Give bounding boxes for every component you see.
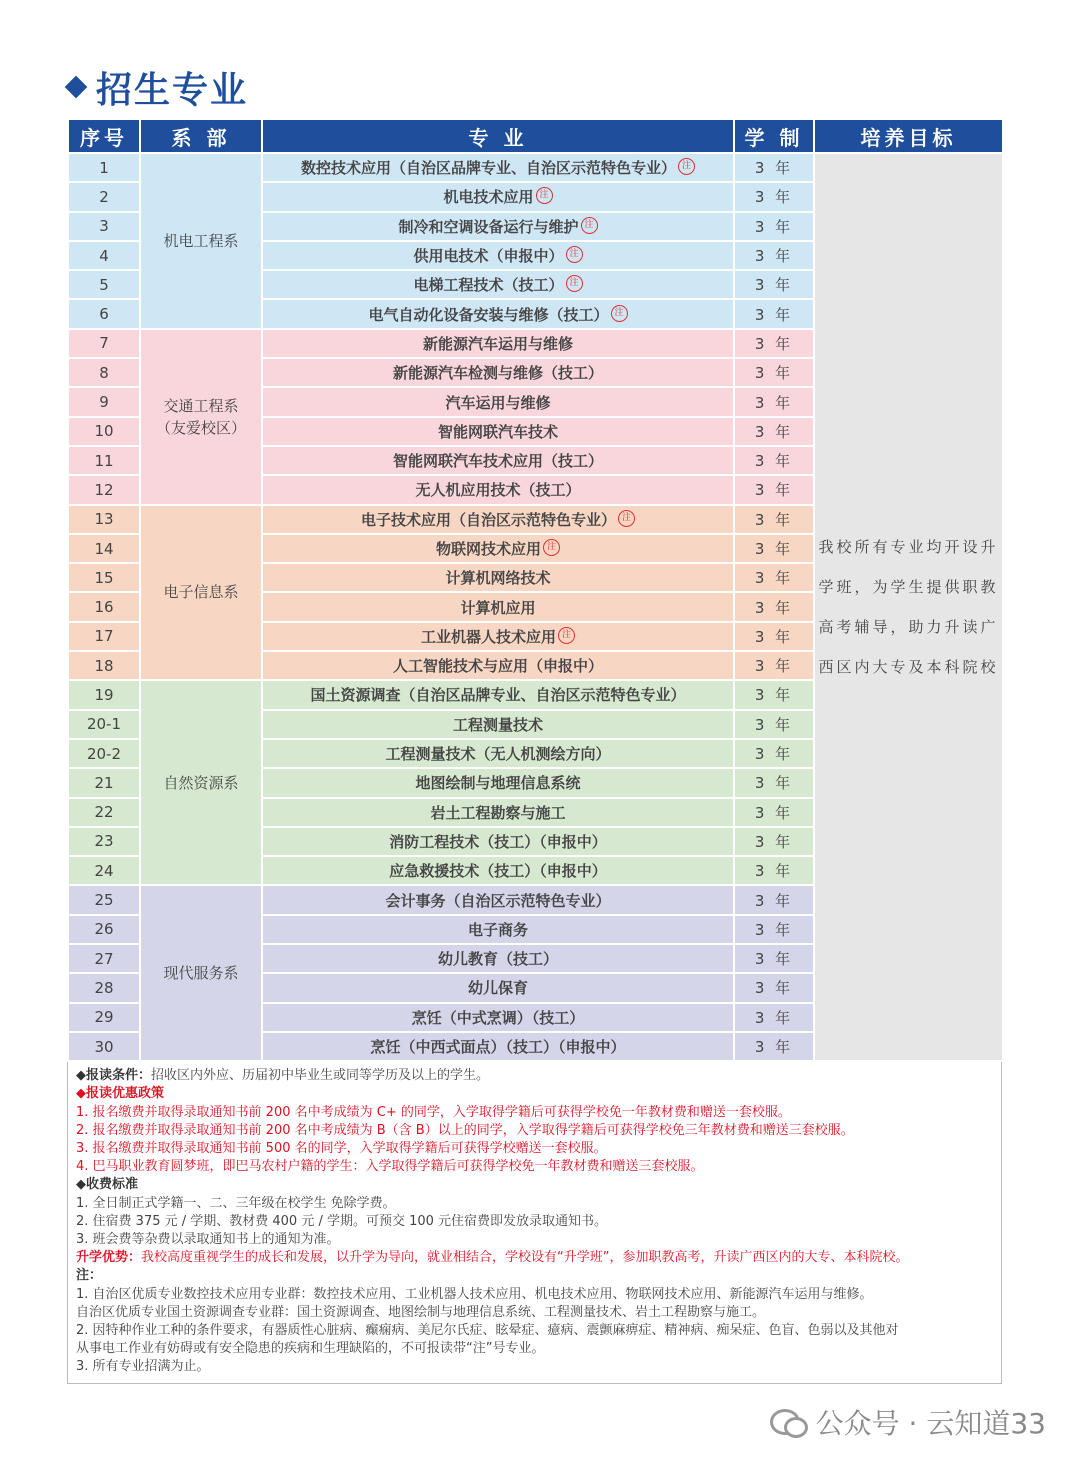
table-header-row: [68, 119, 1003, 153]
major-cell: [262, 387, 734, 416]
duration-cell: 3 年: [734, 680, 814, 709]
major-cell: [262, 299, 734, 328]
notes-panel: [67, 1062, 1002, 1383]
major-name: 幼儿教育（技工）: [437, 950, 558, 969]
major-cell: [262, 739, 734, 768]
duration-cell: 3 年: [734, 768, 814, 797]
major-name: 电气自动化设备安装与维修（技工）: [368, 305, 609, 324]
remark-item: 2. 因特种作业工种的条件要求，有器质性心脏病、癫痫病、美尼尔氏症、眩晕症、癔病、震颤麻痹症、精神病、痴呆症、色盲、色弱以及其他对: [76, 1323, 899, 1339]
major-cell: [262, 915, 734, 944]
note-mark-icon: 注: [611, 305, 628, 322]
duration-cell: 3 年: [734, 387, 814, 416]
remark-item: 从事电工作业有妨碍或有安全隐患的疾病和生理缺陷的，不可报读带“注”号专业。: [76, 1341, 545, 1357]
major-name: 计算机应用: [460, 598, 536, 617]
policy-item: 3. 报名缴费并取得录取通知书前 500 名的同学，入学取得学籍后可获得学校赠送一套校服。: [76, 1141, 607, 1157]
major-name: 电子技术应用（自治区示范特色专业）: [360, 510, 616, 529]
row-number: 14: [68, 534, 140, 563]
policy-item: 4. 巴马职业教育圆梦班，即巴马农村户籍的学生：入学取得学籍后可获得学校免一年教材费和赠送三套校服。: [76, 1159, 704, 1175]
fee-item: 3. 班会费等杂费以录取通知书上的通知为准。: [76, 1232, 340, 1248]
note-mark-icon: 注: [618, 510, 635, 527]
policy-item: 2. 报名缴费并取得录取通知书前 200 名中考成绩为 B（含 B）以上的同学，入学取得学籍后可获得学校免三年教材费和赠送三套校服。: [76, 1122, 854, 1138]
major-name: 智能网联汽车技术应用（技工）: [392, 452, 603, 471]
major-name: 新能源汽车运用与维修: [422, 334, 573, 353]
remark-item: 自治区优质专业国土资源调查专业群：国土资源调查、地图绘制与地理信息系统、工程测量技术、岩土工程勘察与施工。: [76, 1304, 766, 1320]
duration-cell: 3 年: [734, 827, 814, 856]
major-name: 消防工程技术（技工）（申报中）: [389, 832, 607, 851]
major-cell: [262, 153, 734, 182]
header-major: 专 业: [262, 119, 734, 153]
major-table: [67, 118, 1004, 1062]
major-cell: [262, 885, 734, 914]
major-cell: [262, 1003, 734, 1032]
note-mark-icon: 注: [558, 627, 575, 644]
duration-cell: 3 年: [734, 622, 814, 651]
major-cell: [262, 856, 734, 885]
fee-item: 1. 全日制正式学籍一、二、三年级在校学生 免除学费。: [76, 1195, 396, 1211]
remark-title: 注：: [76, 1268, 103, 1284]
duration-cell: 3 年: [734, 505, 814, 534]
note-mark-icon: 注: [566, 246, 583, 263]
fee-title: ◆收费标准: [76, 1177, 138, 1193]
row-number: 17: [68, 622, 140, 651]
header-dept: 系 部: [140, 119, 262, 153]
duration-cell: 3 年: [734, 973, 814, 1002]
row-number: 24: [68, 856, 140, 885]
duration-cell: 3 年: [734, 710, 814, 739]
row-number: 21: [68, 768, 140, 797]
duration-cell: 3 年: [734, 944, 814, 973]
row-number: 20-2: [68, 739, 140, 768]
duration-cell: 3 年: [734, 1032, 814, 1061]
major-name: 物联网技术应用: [435, 540, 541, 558]
duration-cell: 3 年: [734, 739, 814, 768]
row-number: 8: [68, 358, 140, 387]
major-name: 电梯工程技术（技工）: [413, 276, 564, 295]
header-goal: 培养目标: [814, 119, 1003, 153]
remark-item: 3. 所有专业招满为止。: [76, 1359, 210, 1375]
duration-cell: 3 年: [734, 475, 814, 504]
major-name: 烹饪（中式烹调）（技工）: [411, 1008, 585, 1027]
duration-cell: 3 年: [734, 885, 814, 914]
department-cell: 现代服务系: [140, 885, 262, 1061]
duration-cell: 3 年: [734, 182, 814, 211]
major-cell: [262, 827, 734, 856]
header-duration: 学 制: [734, 119, 814, 153]
row-number: 5: [68, 270, 140, 299]
major-name: 工程测量技术（无人机测绘方向）: [385, 745, 611, 764]
duration-cell: 3 年: [734, 212, 814, 241]
major-name: 人工智能技术与应用（申报中）: [392, 657, 603, 676]
row-number: 18: [68, 651, 140, 680]
header-no: 序号: [68, 119, 140, 153]
major-name: 会计事务（自治区示范特色专业）: [385, 891, 611, 910]
row-number: 19: [68, 680, 140, 709]
condition-title: ◆报读条件：: [76, 1068, 151, 1084]
major-cell: [262, 358, 734, 387]
row-number: 20-1: [68, 710, 140, 739]
duration-cell: 3 年: [734, 329, 814, 358]
table-body: [68, 153, 1003, 1061]
row-number: 7: [68, 329, 140, 358]
row-number: 1: [68, 153, 140, 182]
major-name: 工程测量技术: [452, 715, 543, 734]
advantage-line: [76, 1249, 993, 1267]
row-number: 27: [68, 944, 140, 973]
note-mark-icon: 注: [581, 217, 598, 234]
duration-cell: 3 年: [734, 534, 814, 563]
notes-condition: [76, 1067, 993, 1085]
major-name: 供用电技术（申报中）: [413, 247, 564, 266]
diamond-bullet-icon: [65, 76, 88, 99]
wechat-footer: [770, 1400, 1046, 1444]
major-name: 智能网联汽车技术: [437, 422, 558, 441]
duration-cell: 3 年: [734, 446, 814, 475]
major-cell: [262, 651, 734, 680]
major-cell: [262, 622, 734, 651]
major-cell: [262, 680, 734, 709]
note-mark-icon: 注: [543, 539, 560, 556]
department-cell: 交通工程系 （友爱校区）: [140, 329, 262, 505]
major-name: 新能源汽车检测与维修（技工）: [392, 364, 603, 383]
duration-cell: 3 年: [734, 153, 814, 182]
row-number: 26: [68, 915, 140, 944]
footer-account-text: 公众号 · 云知道33: [815, 1407, 1046, 1440]
row-number: 25: [68, 885, 140, 914]
row-number: 12: [68, 475, 140, 504]
major-cell: [262, 534, 734, 563]
duration-cell: 3 年: [734, 856, 814, 885]
major-name: 制冷和空调设备运行与维护: [398, 217, 579, 236]
major-name: 幼儿保育: [467, 979, 528, 998]
duration-cell: 3 年: [734, 651, 814, 680]
major-name: 应急救援技术（技工）（申报中）: [389, 862, 607, 881]
policy-item: 1. 报名缴费并取得录取通知书前 200 名中考成绩为 C+ 的同学，入学取得学籍后可获得学校免一年教材费和赠送一套校服。: [76, 1104, 791, 1120]
major-name: 烹饪（中西式面点）（技工）（申报中）: [370, 1038, 626, 1057]
major-cell: [262, 417, 734, 446]
row-number: 4: [68, 241, 140, 270]
major-name: 计算机网络技术: [445, 569, 551, 588]
major-name: 岩土工程勘察与施工: [430, 803, 566, 822]
major-cell: [262, 768, 734, 797]
duration-cell: 3 年: [734, 915, 814, 944]
major-cell: [262, 212, 734, 241]
remark-item: 1. 自治区优质专业数控技术应用专业群：数控技术应用、工业机器人技术应用、机电技术应用、物联网技术应用、新能源汽车运用与维修。: [76, 1286, 873, 1302]
major-name: 数控技术应用（自治区品牌专业、自治区示范特色专业）: [300, 159, 676, 178]
department-cell: 电子信息系: [140, 505, 262, 681]
major-cell: [262, 710, 734, 739]
note-mark-icon: 注: [536, 187, 553, 204]
major-cell: [262, 329, 734, 358]
row-number: 10: [68, 417, 140, 446]
major-cell: [262, 563, 734, 592]
fee-item: 2. 住宿费 375 元 / 学期、教材费 400 元 / 学期。可预交 100 元住宿费即发放录取通知书。: [76, 1213, 608, 1229]
row-number: 2: [68, 182, 140, 211]
department-cell: 机电工程系: [140, 153, 262, 329]
row-number: 30: [68, 1032, 140, 1061]
row-number: 6: [68, 299, 140, 328]
advantage-text: 我校高度重视学生的成长和发展，以升学为导向，就业相结合，学校设有“升学班”，参加职教高考，升读广西区内的大专、本科院校。: [141, 1250, 909, 1266]
duration-cell: 3 年: [734, 798, 814, 827]
major-name: 国土资源调查（自治区品牌专业、自治区示范特色专业）: [310, 686, 686, 705]
training-goal-cell: 我校所有专业均开设升学班，为学生提供职教高考辅导，助力升读广西区内大专及本科院校: [814, 153, 1003, 1061]
major-cell: [262, 270, 734, 299]
major-cell: [262, 973, 734, 1002]
table-row: [68, 153, 1003, 182]
note-mark-icon: 注: [566, 275, 583, 292]
major-table-wrap: [67, 118, 1002, 1384]
major-name: 机电技术应用: [443, 188, 534, 207]
major-cell: [262, 944, 734, 973]
note-mark-icon: 注: [678, 158, 695, 175]
duration-cell: 3 年: [734, 241, 814, 270]
section-title: [68, 62, 248, 112]
major-name: 工业机器人技术应用: [420, 627, 556, 646]
advantage-title: 升学优势：: [76, 1250, 142, 1266]
major-name: 地图绘制与地理信息系统: [415, 774, 581, 793]
major-name: 电子商务: [467, 920, 528, 939]
major-name: 无人机应用技术（技工）: [415, 481, 581, 500]
section-title-text: 招生专业: [96, 69, 249, 111]
duration-cell: 3 年: [734, 417, 814, 446]
row-number: 3: [68, 212, 140, 241]
major-name: 汽车运用与维修: [445, 393, 551, 412]
major-cell: [262, 241, 734, 270]
duration-cell: 3 年: [734, 270, 814, 299]
duration-cell: 3 年: [734, 592, 814, 621]
condition-text: 招收区内外应、历届初中毕业生或同等学历及以上的学生。: [151, 1068, 490, 1084]
wechat-icon: [770, 1407, 806, 1437]
major-cell: [262, 475, 734, 504]
duration-cell: 3 年: [734, 299, 814, 328]
row-number: 28: [68, 973, 140, 1002]
major-cell: [262, 1032, 734, 1061]
major-cell: [262, 182, 734, 211]
row-number: 29: [68, 1003, 140, 1032]
major-cell: [262, 798, 734, 827]
row-number: 9: [68, 387, 140, 416]
row-number: 15: [68, 563, 140, 592]
duration-cell: 3 年: [734, 1003, 814, 1032]
row-number: 11: [68, 446, 140, 475]
major-cell: [262, 446, 734, 475]
row-number: 16: [68, 592, 140, 621]
row-number: 22: [68, 798, 140, 827]
row-number: 23: [68, 827, 140, 856]
policy-title: ◆报读优惠政策: [76, 1086, 164, 1102]
duration-cell: 3 年: [734, 358, 814, 387]
major-cell: [262, 592, 734, 621]
duration-cell: 3 年: [734, 563, 814, 592]
major-cell: [262, 505, 734, 534]
row-number: 13: [68, 505, 140, 534]
department-cell: 自然资源系: [140, 680, 262, 885]
